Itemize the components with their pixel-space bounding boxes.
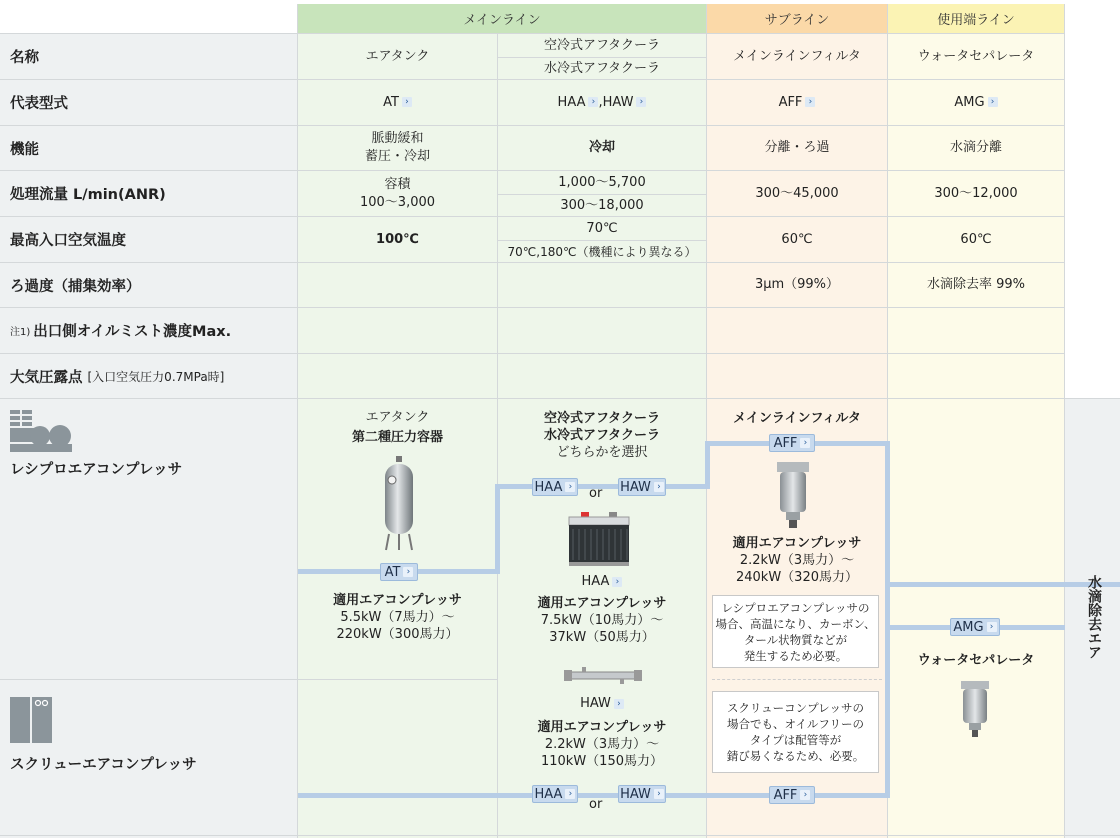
haa-applicable: 適用エアコンプレッサ 7.5kW（10馬力）〜 37kW（50馬力） xyxy=(537,596,667,645)
chevron-right-icon: › xyxy=(654,482,664,492)
filter-title: メインラインフィルタ xyxy=(733,411,861,426)
name-filter: メインラインフィルタ xyxy=(733,48,861,64)
chevron-right-icon: › xyxy=(588,97,598,107)
chevron-right-icon: › xyxy=(612,577,622,587)
name-aftercooler-air: 空冷式アフタクーラ xyxy=(543,37,661,53)
reciprocating-compressor-label: レシプロエアコンプレッサ xyxy=(10,462,183,478)
cooler-title: 空冷式アフタクーラ 水冷式アフタクーラ どちらかを選択 xyxy=(543,411,661,460)
tag-haw-bottom[interactable]: HAW › xyxy=(618,785,666,803)
row-label-oilmist: 注1) 出口側オイルミスト濃度Max. xyxy=(10,324,232,340)
model-tank xyxy=(298,80,497,125)
pipe-filter-down xyxy=(885,441,890,798)
name-aftercooler-water: 水冷式アフタクーラ xyxy=(543,60,661,76)
reciprocating-compressor-icon xyxy=(10,410,72,452)
function-tank: 脈動緩和 蓄圧・冷却 xyxy=(364,131,430,164)
chevron-right-icon: › xyxy=(805,97,815,107)
temp-filter: 60℃ xyxy=(781,231,813,247)
model-aftercooler: HAA › ,HAW › xyxy=(498,80,706,125)
tag-haa-bottom[interactable]: HAA › xyxy=(532,785,578,803)
header-use-line: 使用端ライン xyxy=(888,4,1064,33)
model-separator xyxy=(888,80,1064,125)
main-line-filter-icon xyxy=(777,462,809,528)
haw-label[interactable]: HAW › xyxy=(498,695,706,712)
air-aftercooler-icon xyxy=(567,512,631,566)
row-label-function: 機能 xyxy=(10,141,39,158)
filtration-separator: 水滴除去率 99% xyxy=(926,277,1026,292)
flow-aftercooler-water: 300〜18,000 xyxy=(560,197,644,213)
screw-compressor-icon xyxy=(10,697,52,743)
tag-haw-top[interactable]: HAW › xyxy=(618,478,666,496)
temp-aftercooler-air: 70℃ xyxy=(586,220,618,236)
row-label-name: 名称 xyxy=(10,50,39,66)
header-main-line: メインライン xyxy=(298,4,706,33)
chevron-right-icon: › xyxy=(988,97,998,107)
haw-applicable: 適用エアコンプレッサ 2.2kW（3馬力）〜 110kW（150馬力） xyxy=(537,720,667,769)
tag-amg[interactable]: AMG › xyxy=(950,618,1000,636)
tank-title: エアタンク 第二種圧力容器 xyxy=(351,410,443,445)
temp-tank: 100℃ xyxy=(376,231,419,247)
tag-aff-bottom[interactable]: AFF › xyxy=(769,786,815,804)
tank-applicable: 適用エアコンプレッサ 5.5kW（7馬力）〜 220kW（300馬力） xyxy=(333,593,462,642)
note-reciprocating: レシプロエアコンプレッサの 場合、高温になり、カーボン、 タール状物質などが 発生するため必要。 xyxy=(712,595,879,668)
tag-haa-top[interactable]: HAA › xyxy=(532,478,578,496)
chevron-right-icon: › xyxy=(636,97,646,107)
chevron-right-icon: › xyxy=(565,482,575,492)
chevron-right-icon: › xyxy=(800,438,810,448)
model-haa-link[interactable]: HAA › xyxy=(558,95,599,110)
chevron-right-icon: › xyxy=(403,567,413,577)
flow-aftercooler-air: 1,000〜5,700 xyxy=(558,174,646,190)
chevron-right-icon: › xyxy=(800,790,810,800)
tag-at[interactable]: AT › xyxy=(380,563,418,581)
function-separator: 水滴分離 xyxy=(949,140,1002,155)
name-separator: ウォータセパレータ xyxy=(917,48,1035,64)
water-aftercooler-icon xyxy=(562,667,644,685)
air-tank-icon xyxy=(382,456,416,552)
model-filter xyxy=(707,80,887,125)
temp-aftercooler-water: 70℃,180℃（機種により異なる） xyxy=(507,244,697,259)
tag-aff-top[interactable]: AFF › xyxy=(769,434,815,452)
or-label-bottom: or xyxy=(589,797,603,812)
haa-label[interactable]: HAA › xyxy=(498,573,706,590)
pipe-tank-riser xyxy=(495,484,500,574)
water-separator-icon xyxy=(961,681,989,737)
header-sub-line: サブライン xyxy=(707,4,887,33)
row-label-dewpoint: 大気圧露点 [入口空気圧力0.7MPa時] xyxy=(10,369,225,386)
flow-tank: 容積 100〜3,000 xyxy=(359,176,436,210)
chevron-right-icon: › xyxy=(987,622,997,632)
chevron-right-icon: › xyxy=(565,789,575,799)
chevron-right-icon: › xyxy=(402,97,412,107)
flow-filter: 300〜45,000 xyxy=(755,185,839,201)
model-haw-link[interactable]: HAW › xyxy=(603,95,647,110)
row-label-filtration: ろ過度（捕集効率） xyxy=(10,278,141,295)
output-label: 水滴除去エア xyxy=(1086,575,1102,659)
filtration-filter: 3μm（99%） xyxy=(754,277,840,292)
chevron-right-icon: › xyxy=(614,699,624,709)
function-aftercooler: 冷却 xyxy=(588,140,615,155)
name-tank: エアタンク xyxy=(365,48,430,64)
screw-compressor-label: スクリューエアコンプレッサ xyxy=(10,757,197,773)
model-tank-link[interactable]: AT › xyxy=(383,94,412,112)
note-screw: スクリューコンプレッサの 場合でも、オイルフリーの タイプは配管等が 錆び易くなるため、必要。 xyxy=(712,691,879,773)
row-label-temp: 最高入口空気温度 xyxy=(10,233,126,249)
model-amg-link[interactable]: AMG › xyxy=(954,94,997,112)
flow-separator: 300〜12,000 xyxy=(934,185,1018,201)
filter-applicable: 適用エアコンプレッサ 2.2kW（3馬力）〜 240kW（320馬力） xyxy=(732,536,862,585)
row-label-flow: 処理流量 L/min(ANR) xyxy=(10,187,166,203)
row-label-model: 代表型式 xyxy=(10,96,68,112)
chevron-right-icon: › xyxy=(654,789,664,799)
temp-separator: 60℃ xyxy=(960,231,992,247)
separator-title: ウォータセパレータ xyxy=(917,653,1035,668)
or-label-top: or xyxy=(589,486,603,501)
function-filter: 分離・ろ過 xyxy=(764,140,830,155)
model-aff-link[interactable]: AFF › xyxy=(779,94,816,112)
